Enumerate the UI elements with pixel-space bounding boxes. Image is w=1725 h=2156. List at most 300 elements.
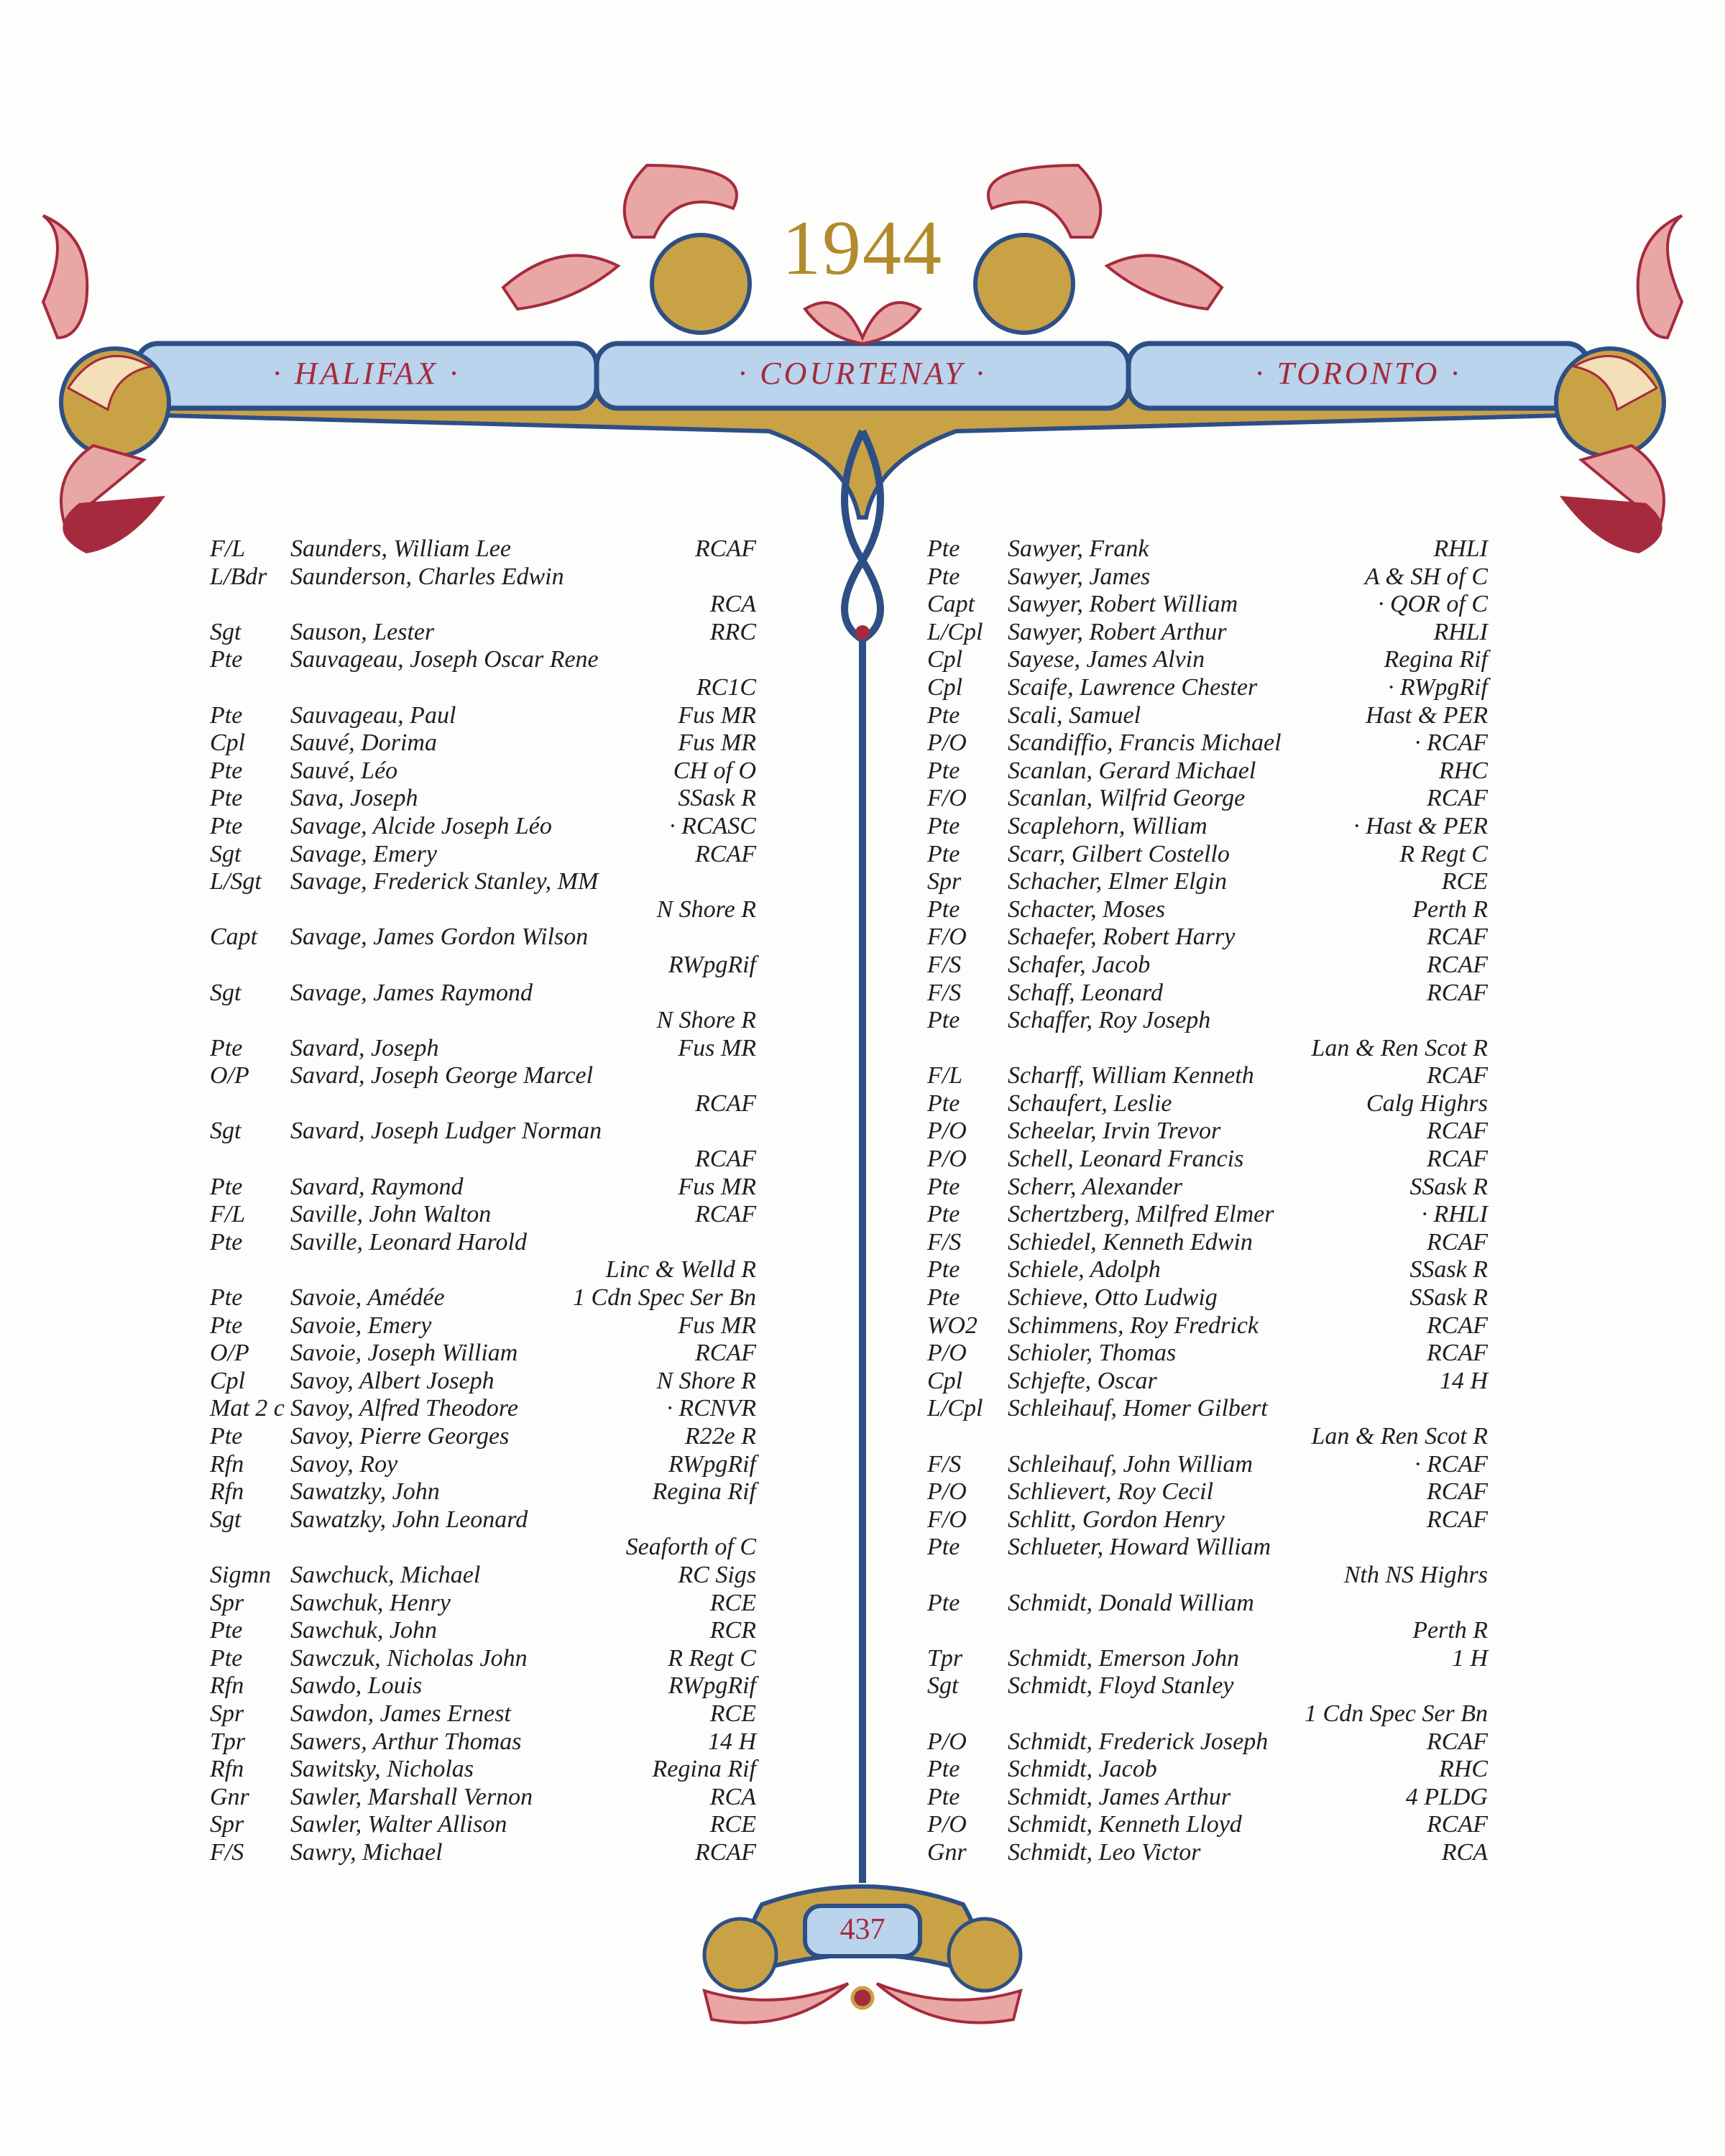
entry-rank: Pte	[927, 563, 960, 590]
entry-name: Sawyer, James	[1008, 563, 1151, 590]
entry-unit: 4 PLDG	[1405, 1783, 1488, 1810]
entry-unit: RWpgRif	[668, 1672, 756, 1700]
entry-rank: Pte	[927, 1756, 960, 1783]
entry-rank: Gnr	[210, 1783, 249, 1810]
entry-rank: Pte	[927, 757, 960, 784]
entry-name: Scharff, William Kenneth	[1008, 1062, 1254, 1089]
entry-rank: Spr	[210, 1811, 244, 1838]
roll-entry	[210, 1312, 756, 1340]
roll-entry	[927, 1395, 1488, 1423]
entry-name: Savoie, Emery	[290, 1312, 432, 1339]
entry-name: Schaff, Leonard	[1008, 979, 1163, 1006]
entry-name: Scaplehorn, William	[1008, 812, 1208, 839]
banner-label-courtenay: · COURTENAY ·	[738, 356, 987, 391]
entry-name: Sawatzky, John Leonard	[290, 1506, 528, 1533]
entry-rank: Pte	[927, 1007, 960, 1034]
entry-unit: RCAF	[1427, 1062, 1488, 1089]
entry-name: Savoy, Pierre Georges	[290, 1423, 510, 1450]
entry-rank: F/O	[927, 785, 967, 812]
entry-unit: RCAF	[1427, 1228, 1488, 1256]
roll-entry	[210, 563, 756, 591]
entry-unit: RC Sigs	[678, 1561, 756, 1588]
entry-name: Saunders, William Lee	[290, 535, 511, 562]
entry-unit: RCAF	[695, 840, 756, 867]
entry-rank: Tpr	[210, 1728, 246, 1755]
entry-name: Scali, Samuel	[1008, 701, 1141, 729]
entry-unit: Calg Highrs	[1366, 1089, 1488, 1117]
entry-rank: Pte	[210, 646, 243, 673]
roll-entry	[927, 980, 1488, 1008]
entry-name: Savard, Joseph Ludger Norman	[290, 1118, 602, 1145]
entry-unit-continued: Lan & Ren Scot R	[1311, 1034, 1488, 1061]
entry-unit-continued: N Shore R	[656, 895, 756, 923]
roll-entry	[210, 868, 756, 896]
entry-name: Sawyer, Frank	[1008, 535, 1149, 562]
entry-unit: R22e R	[684, 1423, 756, 1450]
roll-entry	[210, 1478, 756, 1506]
roll-entry	[927, 841, 1488, 869]
roll-entry	[210, 1174, 756, 1202]
entry-rank: F/L	[210, 1201, 246, 1228]
entry-rank: Pte	[210, 1617, 243, 1644]
entry-name: Sawatzky, John	[290, 1478, 440, 1506]
entry-unit-continued: 1 Cdn Spec Ser Bn	[1305, 1700, 1488, 1727]
roll-entry	[210, 980, 756, 1008]
roll-entry	[927, 1506, 1488, 1534]
entry-unit: Regina Rif	[652, 1478, 756, 1506]
entry-unit: Hast & PER	[1366, 701, 1488, 729]
left-name-column	[210, 535, 756, 1867]
entry-unit: SSask R	[678, 785, 756, 812]
entry-rank: P/O	[927, 729, 967, 757]
roll-entry	[210, 1340, 756, 1368]
entry-unit: RCAF	[695, 535, 756, 562]
entry-rank: Pte	[210, 1228, 243, 1256]
roll-entry	[210, 757, 756, 786]
entry-rank: Pte	[927, 840, 960, 867]
entry-name: Savard, Joseph George Marcel	[290, 1062, 594, 1089]
entry-rank: Cpl	[927, 673, 963, 701]
entry-rank: Pte	[210, 757, 243, 784]
entry-rank: Pte	[927, 1284, 960, 1312]
entry-unit: Fus MR	[678, 1312, 756, 1339]
entry-name: Sawers, Arthur Thomas	[290, 1728, 522, 1755]
roll-entry	[210, 1395, 756, 1423]
roll-entry	[927, 1672, 1488, 1700]
entry-unit: Fus MR	[678, 729, 756, 757]
entry-rank: Cpl	[927, 646, 963, 673]
right-name-column	[927, 535, 1488, 1867]
entry-rank: Pte	[927, 895, 960, 923]
entry-unit: SSask R	[1409, 1173, 1488, 1200]
entry-unit: RHC	[1439, 1756, 1488, 1783]
entry-name: Schiedel, Kenneth Edwin	[1008, 1228, 1253, 1256]
entry-name: Schell, Leonard Francis	[1008, 1146, 1244, 1173]
roll-entry	[210, 1617, 756, 1645]
entry-unit: RHLI	[1433, 535, 1488, 562]
roll-entry	[927, 1478, 1488, 1506]
entry-unit: RCAF	[695, 1201, 756, 1228]
roll-entry	[927, 674, 1488, 702]
entry-rank: F/S	[927, 979, 962, 1006]
roll-entry	[927, 1118, 1488, 1146]
entry-rank: P/O	[927, 1118, 967, 1145]
entry-unit: N Shore R	[656, 1367, 756, 1394]
entry-rank: Pte	[927, 1089, 960, 1117]
entry-name: Schiele, Adolph	[1008, 1256, 1161, 1284]
entry-rank: L/Sgt	[210, 868, 262, 895]
entry-name: Schlitt, Gordon Henry	[1008, 1506, 1225, 1533]
entry-name: Schmidt, Leo Victor	[1008, 1838, 1201, 1866]
roll-entry	[210, 1672, 756, 1700]
entry-rank: P/O	[927, 1340, 967, 1367]
roll-entry	[210, 1700, 756, 1728]
entry-name: Sauson, Lester	[290, 618, 435, 645]
entry-unit: RCAF	[1427, 1506, 1488, 1533]
entry-rank: Pte	[210, 1034, 243, 1061]
roll-entry	[927, 1284, 1488, 1312]
entry-unit: RCAF	[1427, 979, 1488, 1006]
entry-name: Schafer, Jacob	[1008, 951, 1151, 978]
entry-name: Sawdo, Louis	[290, 1672, 423, 1700]
entry-rank: Pte	[210, 701, 243, 729]
entry-name: Savard, Raymond	[290, 1173, 464, 1200]
roll-entry	[210, 1562, 756, 1590]
roll-entry	[210, 1506, 756, 1534]
entry-name: Sauvageau, Paul	[290, 701, 456, 729]
year-heading: 1944	[782, 206, 943, 291]
entry-name: Schacter, Moses	[1008, 895, 1166, 923]
roll-entry	[210, 1451, 756, 1479]
roll-entry	[210, 1811, 756, 1839]
entry-name: Sauvé, Léo	[290, 757, 398, 784]
entry-name: Schmidt, Floyd Stanley	[1008, 1672, 1234, 1700]
entry-name: Schmidt, Kenneth Lloyd	[1008, 1811, 1242, 1838]
roll-entry	[210, 619, 756, 647]
entry-unit: RHC	[1439, 757, 1488, 784]
entry-name: Schlueter, Howard William	[1008, 1534, 1271, 1561]
entry-rank: P/O	[927, 1478, 967, 1506]
entry-name: Scaife, Lawrence Chester	[1008, 673, 1258, 701]
roll-entry	[210, 1201, 756, 1229]
entry-name: Savage, Alcide Joseph Léo	[290, 812, 552, 839]
entry-unit: 1 H	[1451, 1644, 1488, 1672]
entry-rank: Spr	[927, 868, 962, 895]
entry-unit: RCAF	[1427, 1340, 1488, 1367]
entry-rank: F/O	[927, 923, 967, 951]
entry-name: Schmidt, Emerson John	[1008, 1644, 1240, 1672]
entry-unit: 14 H	[1439, 1367, 1488, 1394]
entry-unit: R Regt C	[668, 1644, 756, 1672]
roll-entry	[927, 1811, 1488, 1839]
entry-rank: Spr	[210, 1700, 244, 1727]
entry-unit-continued: Linc & Welld R	[605, 1256, 756, 1284]
roll-entry	[210, 785, 756, 813]
entry-rank: F/S	[927, 1450, 962, 1478]
entry-rank: F/L	[927, 1062, 963, 1089]
roll-entry	[927, 702, 1488, 730]
central-stem	[845, 431, 880, 1883]
entry-rank: L/Cpl	[927, 618, 983, 645]
entry-name: Schmidt, James Arthur	[1008, 1783, 1231, 1810]
entry-rank: P/O	[927, 1146, 967, 1173]
entry-unit-continued: N Shore R	[656, 1007, 756, 1034]
entry-name: Sawitsky, Nicholas	[290, 1756, 474, 1783]
entry-unit: · QOR of C	[1378, 591, 1488, 618]
roll-entry	[927, 1756, 1488, 1784]
entry-unit: · RHLI	[1421, 1201, 1488, 1228]
entry-rank: Mat 2 c	[210, 1395, 285, 1422]
entry-name: Schacher, Elmer Elgin	[1008, 868, 1227, 895]
entry-rank: F/S	[927, 1228, 962, 1256]
entry-rank: Pte	[927, 1534, 960, 1561]
entry-unit: RCAF	[1427, 923, 1488, 951]
entry-rank: Sigmn	[210, 1561, 271, 1588]
entry-name: Sawchuk, John	[290, 1617, 437, 1644]
entry-rank: Rfn	[210, 1478, 244, 1506]
page-number: 437	[840, 1913, 886, 1946]
roll-entry	[927, 591, 1488, 619]
roll-entry	[210, 702, 756, 730]
entry-unit-continued: RCAF	[695, 1146, 756, 1173]
entry-unit: Regina Rif	[1384, 646, 1488, 673]
entry-rank: Rfn	[210, 1756, 244, 1783]
entry-unit: RCAF	[1427, 1811, 1488, 1838]
entry-name: Sawchuck, Michael	[290, 1561, 481, 1588]
entry-name: Schioler, Thomas	[1008, 1340, 1177, 1367]
entry-name: Savage, James Raymond	[290, 979, 533, 1006]
entry-name: Sawry, Michael	[290, 1838, 443, 1866]
entry-unit-continued: RCA	[709, 591, 756, 618]
roll-entry	[210, 1728, 756, 1756]
entry-unit: Perth R	[1412, 895, 1488, 923]
roll-entry	[927, 1590, 1488, 1618]
entry-rank: Pte	[927, 1256, 960, 1284]
entry-unit: RCAF	[1427, 1312, 1488, 1339]
roll-entry	[927, 1451, 1488, 1479]
entry-unit: RHLI	[1433, 618, 1488, 645]
entry-rank: F/S	[927, 951, 962, 978]
entry-rank: Sgt	[210, 1506, 242, 1533]
entry-unit: RCE	[709, 1700, 756, 1727]
entry-rank: Sgt	[210, 840, 242, 867]
roll-entry	[927, 1645, 1488, 1673]
entry-name: Schmidt, Frederick Joseph	[1008, 1728, 1269, 1755]
entry-unit: · RCAF	[1414, 1450, 1488, 1478]
entry-name: Scheelar, Irvin Trevor	[1008, 1118, 1221, 1145]
entry-unit: RCR	[709, 1617, 756, 1644]
entry-rank: Rfn	[210, 1672, 244, 1700]
entry-rank: Pte	[927, 1589, 960, 1616]
entry-unit: RCA	[1441, 1838, 1488, 1866]
entry-rank: Sgt	[927, 1672, 959, 1700]
roll-entry	[210, 1784, 756, 1812]
entry-rank: Pte	[210, 1284, 243, 1312]
roll-entry	[210, 1839, 756, 1867]
entry-rank: Pte	[210, 785, 243, 812]
entry-rank: Sgt	[210, 979, 242, 1006]
roll-entry	[927, 1728, 1488, 1756]
entry-name: Savoy, Alfred Theodore	[290, 1395, 518, 1422]
roll-entry	[927, 646, 1488, 674]
entry-name: Schaufert, Leslie	[1008, 1089, 1172, 1117]
roll-entry	[927, 1839, 1488, 1867]
roll-entry	[927, 619, 1488, 647]
entry-name: Savoie, Amédée	[290, 1284, 445, 1312]
entry-unit-continued: RC1C	[696, 673, 756, 701]
roll-entry	[927, 1007, 1488, 1035]
entry-name: Sawler, Marshall Vernon	[290, 1783, 533, 1810]
roll-entry	[210, 1229, 756, 1257]
entry-unit: RCA	[709, 1783, 756, 1810]
entry-name: Sauvageau, Joseph Oscar Rene	[290, 646, 599, 673]
roll-entry	[210, 1368, 756, 1396]
entry-rank: Capt	[210, 923, 258, 951]
roll-entry	[210, 1118, 756, 1146]
roll-entry	[927, 535, 1488, 563]
entry-name: Savoy, Albert Joseph	[290, 1367, 494, 1394]
entry-unit-continued: Nth NS Highrs	[1343, 1561, 1488, 1588]
entry-rank: Pte	[210, 1173, 243, 1200]
entry-name: Schlievert, Roy Cecil	[1008, 1478, 1214, 1506]
entry-name: Schimmens, Roy Fredrick	[1008, 1312, 1259, 1339]
entry-unit: 1 Cdn Spec Ser Bn	[573, 1284, 756, 1312]
entry-unit: RWpgRif	[668, 1450, 756, 1478]
bottom-cartouche	[704, 1886, 1021, 2022]
entry-rank: Sgt	[210, 618, 242, 645]
entry-name: Schieve, Otto Ludwig	[1008, 1284, 1218, 1312]
roll-entry	[927, 1090, 1488, 1118]
entry-rank: Cpl	[927, 1367, 963, 1394]
entry-unit: RCAF	[1427, 1728, 1488, 1755]
entry-unit: Regina Rif	[652, 1756, 756, 1783]
entry-unit: R Regt C	[1399, 840, 1488, 867]
entry-name: Saunderson, Charles Edwin	[290, 563, 564, 590]
entry-rank: Pte	[927, 535, 960, 562]
roll-entry	[210, 923, 756, 952]
entry-name: Schleihauf, Homer Gilbert	[1008, 1395, 1268, 1422]
roll-entry	[927, 896, 1488, 924]
entry-rank: Tpr	[927, 1644, 963, 1672]
entry-unit: RCAF	[1427, 1146, 1488, 1173]
entry-unit: SSask R	[1409, 1284, 1488, 1312]
roll-entry	[927, 1229, 1488, 1257]
entry-rank: P/O	[927, 1811, 967, 1838]
entry-name: Savage, James Gordon Wilson	[290, 923, 589, 951]
entry-unit-continued: RCAF	[695, 1089, 756, 1117]
entry-name: Savage, Emery	[290, 840, 437, 867]
entry-name: Savage, Frederick Stanley, MM	[290, 868, 599, 895]
entry-rank: Pte	[927, 1173, 960, 1200]
entry-rank: Pte	[210, 1644, 243, 1672]
entry-rank: O/P	[210, 1340, 249, 1367]
entry-rank: Rfn	[210, 1450, 244, 1478]
roll-entry	[927, 1256, 1488, 1284]
entry-name: Schaefer, Robert Harry	[1008, 923, 1236, 951]
entry-unit: RCAF	[695, 1838, 756, 1866]
entry-rank: Pte	[927, 701, 960, 729]
entry-rank: Cpl	[210, 729, 246, 757]
entry-rank: Pte	[927, 1783, 960, 1810]
roll-entry	[927, 757, 1488, 786]
entry-unit: RCE	[709, 1811, 756, 1838]
entry-unit-continued: Seaforth of C	[625, 1534, 756, 1561]
entry-unit: RCAF	[1427, 1118, 1488, 1145]
roll-entry	[927, 563, 1488, 591]
roll-entry	[927, 785, 1488, 813]
entry-name: Scarr, Gilbert Costello	[1008, 840, 1230, 867]
entry-rank: Cpl	[210, 1367, 246, 1394]
entry-name: Savard, Joseph	[290, 1034, 439, 1061]
roll-entry	[210, 1284, 756, 1312]
entry-unit: RCAF	[695, 1340, 756, 1367]
roll-entry	[210, 1423, 756, 1451]
roll-entry	[927, 1368, 1488, 1396]
entry-unit: RCAF	[1427, 785, 1488, 812]
roll-entry	[927, 923, 1488, 952]
roll-entry	[927, 1534, 1488, 1562]
entry-unit: SSask R	[1409, 1256, 1488, 1284]
entry-unit: RCE	[709, 1589, 756, 1616]
entry-unit-continued: RWpgRif	[668, 951, 756, 978]
entry-unit: RCAF	[1427, 951, 1488, 978]
entry-rank: L/Cpl	[927, 1395, 983, 1422]
roll-entry	[210, 1035, 756, 1063]
entry-name: Schaffer, Roy Joseph	[1008, 1007, 1211, 1034]
roll-entry	[927, 1340, 1488, 1368]
entry-unit: Fus MR	[678, 1034, 756, 1061]
entry-unit: CH of O	[673, 757, 756, 784]
roll-entry	[210, 1062, 756, 1090]
roll-entry	[927, 1312, 1488, 1340]
roll-entry	[927, 1201, 1488, 1229]
entry-name: Sawchuk, Henry	[290, 1589, 451, 1616]
entry-rank: Spr	[210, 1589, 244, 1616]
entry-rank: Capt	[927, 591, 975, 618]
entry-name: Sawler, Walter Allison	[290, 1811, 507, 1838]
entry-unit: RCAF	[1427, 1478, 1488, 1506]
entry-name: Schleihauf, John William	[1008, 1450, 1253, 1478]
roll-entry	[210, 841, 756, 869]
roll-entry	[927, 1062, 1488, 1090]
entry-unit: · RCNVR	[666, 1395, 756, 1422]
roll-entry	[927, 813, 1488, 841]
entry-rank: P/O	[927, 1728, 967, 1755]
roll-entry	[210, 1756, 756, 1784]
entry-rank: L/Bdr	[210, 563, 267, 590]
entry-unit-continued: Lan & Ren Scot R	[1311, 1423, 1488, 1450]
banner-label-halifax: · HALIFAX ·	[272, 356, 461, 391]
roll-entry	[210, 1590, 756, 1618]
roll-entry	[210, 1645, 756, 1673]
roll-entry	[927, 868, 1488, 896]
entry-name: Schmidt, Jacob	[1008, 1756, 1157, 1783]
entry-unit: Fus MR	[678, 701, 756, 729]
roll-entry	[927, 1146, 1488, 1174]
entry-name: Savoie, Joseph William	[290, 1340, 518, 1367]
entry-unit: 14 H	[707, 1728, 756, 1755]
entry-name: Schertzberg, Milfred Elmer	[1008, 1201, 1274, 1228]
entry-name: Saville, John Walton	[290, 1201, 492, 1228]
entry-unit: Fus MR	[678, 1173, 756, 1200]
entry-unit: A & SH of C	[1364, 563, 1488, 590]
entry-rank: F/S	[210, 1838, 244, 1866]
entry-name: Sawyer, Robert William	[1008, 591, 1238, 618]
entry-name: Scanlan, Gerard Michael	[1008, 757, 1256, 784]
entry-rank: Pte	[927, 1201, 960, 1228]
roll-entry	[210, 729, 756, 757]
entry-name: Scherr, Alexander	[1008, 1173, 1182, 1200]
